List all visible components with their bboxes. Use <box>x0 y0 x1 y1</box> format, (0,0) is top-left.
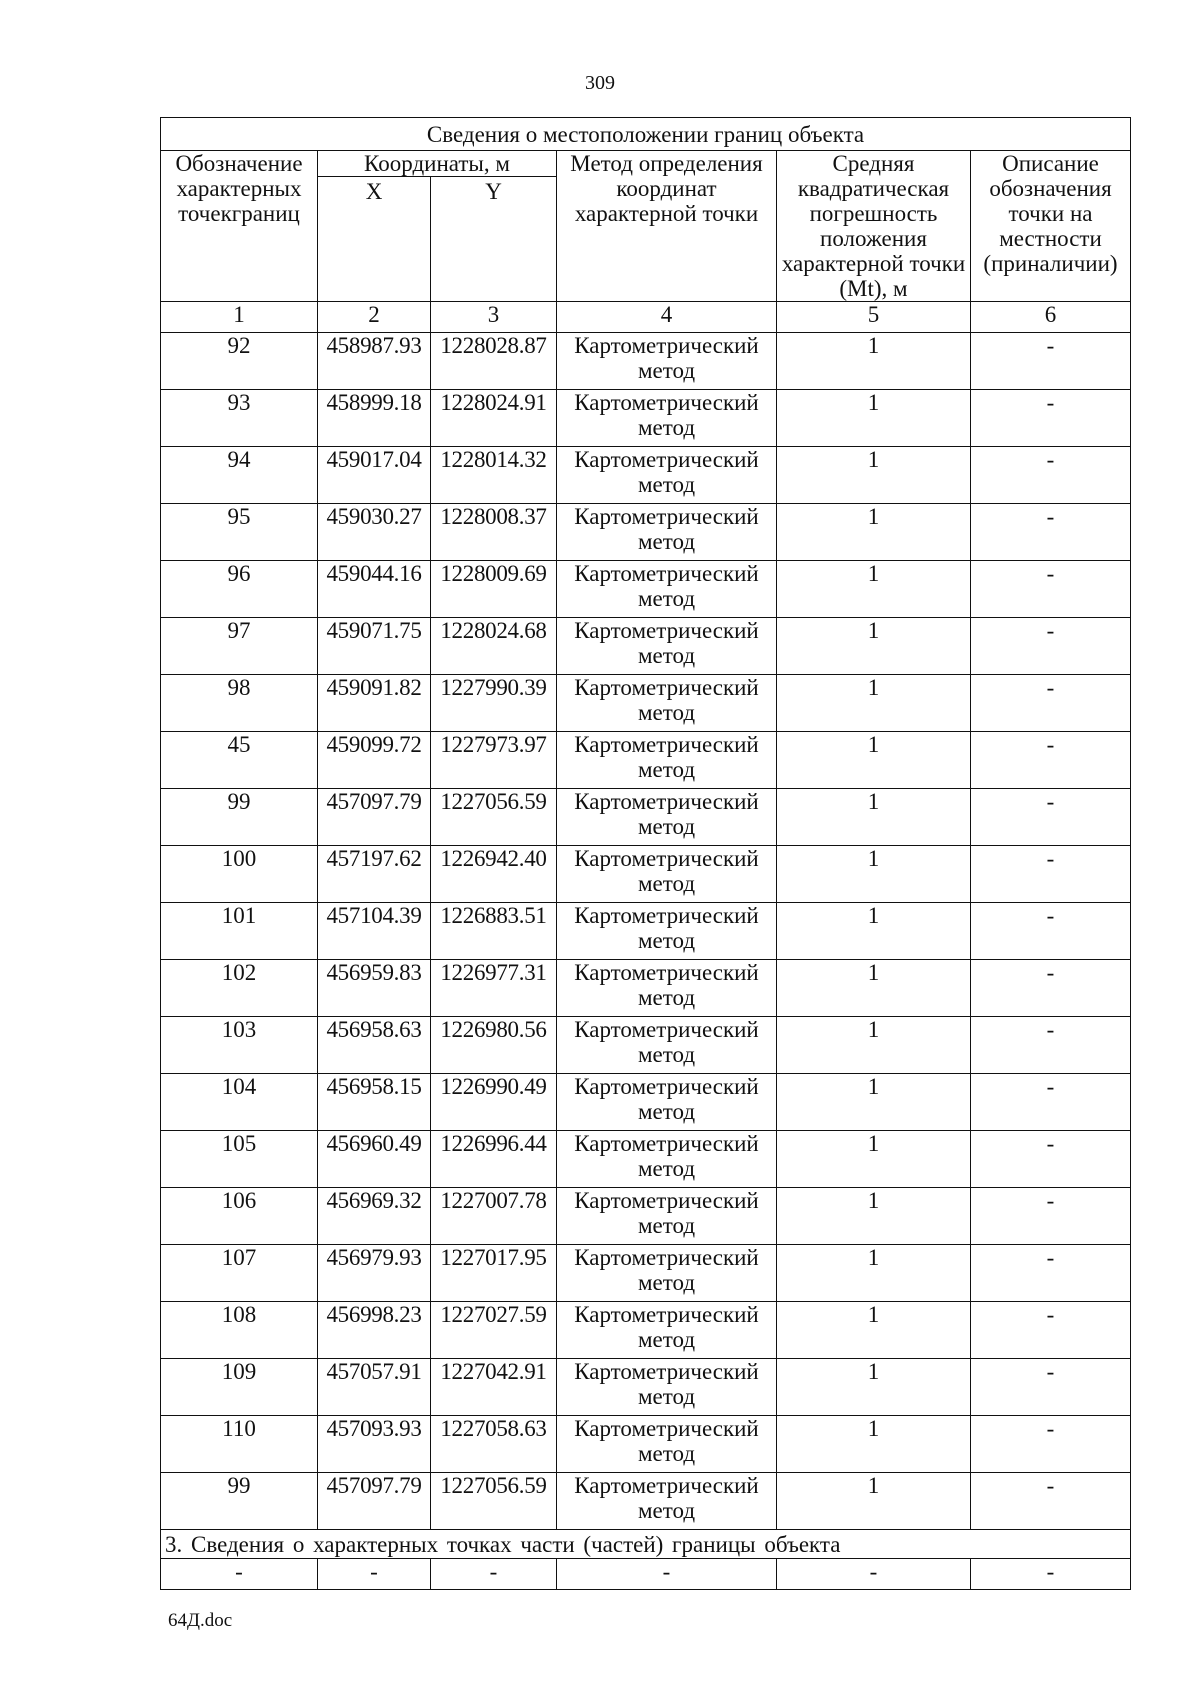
cell-x: 459044.16 <box>318 561 431 618</box>
cell-method: Картометрический метод <box>557 504 777 561</box>
cell-description: - <box>971 618 1131 675</box>
cell-description: - <box>971 1473 1131 1530</box>
cell-x: 459030.27 <box>318 504 431 561</box>
cell-method: Картометрический метод <box>557 618 777 675</box>
cell-y: 1227042.91 <box>431 1359 557 1416</box>
cell-description: - <box>971 447 1131 504</box>
cell-error: 1 <box>777 1359 971 1416</box>
cell-error: 1 <box>777 561 971 618</box>
cell-method: Картометрический метод <box>557 846 777 903</box>
table-row <box>161 1074 1131 1131</box>
cell-error: 1 <box>777 960 971 1017</box>
cell-error: 1 <box>777 390 971 447</box>
column-number: 4 <box>557 302 777 333</box>
cell-x: 457097.79 <box>318 789 431 846</box>
cell-error: 1 <box>777 1074 971 1131</box>
table-row <box>161 390 1131 447</box>
cell-y: 1226942.40 <box>431 846 557 903</box>
cell-description: - <box>971 1188 1131 1245</box>
boundary-table-container <box>160 117 1130 1590</box>
table-row <box>161 675 1131 732</box>
cell-error: 1 <box>777 618 971 675</box>
cell-y: 1228014.32 <box>431 447 557 504</box>
cell-error: 1 <box>777 732 971 789</box>
cell-method: Картометрический метод <box>557 675 777 732</box>
cell-description: - <box>971 333 1131 390</box>
table-row <box>161 960 1131 1017</box>
cell-error: 1 <box>777 333 971 390</box>
table-row <box>161 1245 1131 1302</box>
table-row <box>161 789 1131 846</box>
table-row <box>161 1416 1131 1473</box>
cell-method: Картометрический метод <box>557 1017 777 1074</box>
table-title: Сведения о местоположении границ объекта <box>161 118 1131 151</box>
table-row <box>161 846 1131 903</box>
cell-description: - <box>971 1245 1131 1302</box>
cell-description: - <box>971 903 1131 960</box>
cell-x: 457097.79 <box>318 1473 431 1530</box>
cell-description: - <box>971 675 1131 732</box>
cell-description: - <box>971 789 1131 846</box>
cell-point: 103 <box>161 1017 318 1074</box>
cell-x: 459017.04 <box>318 447 431 504</box>
section3-cell: - <box>557 1559 777 1590</box>
cell-method: Картометрический метод <box>557 1473 777 1530</box>
cell-y: 1226883.51 <box>431 903 557 960</box>
header-y: Y <box>431 177 557 302</box>
cell-y: 1226996.44 <box>431 1131 557 1188</box>
cell-method: Картометрический метод <box>557 1359 777 1416</box>
cell-method: Картометрический метод <box>557 903 777 960</box>
cell-y: 1228009.69 <box>431 561 557 618</box>
cell-method: Картометрический метод <box>557 1245 777 1302</box>
header-description: Описание обозначения точки на местности (приналичии) <box>971 151 1131 302</box>
cell-point: 95 <box>161 504 318 561</box>
section3-row <box>161 1559 1131 1590</box>
cell-description: - <box>971 1359 1131 1416</box>
cell-method: Картометрический метод <box>557 561 777 618</box>
cell-point: 109 <box>161 1359 318 1416</box>
cell-description: - <box>971 1074 1131 1131</box>
table-row <box>161 504 1131 561</box>
footer-filename: 64Д.doc <box>168 1610 233 1631</box>
cell-error: 1 <box>777 903 971 960</box>
cell-method: Картометрический метод <box>557 447 777 504</box>
cell-x: 456959.83 <box>318 960 431 1017</box>
column-number: 5 <box>777 302 971 333</box>
cell-description: - <box>971 732 1131 789</box>
cell-y: 1228028.87 <box>431 333 557 390</box>
section3-cell: - <box>971 1559 1131 1590</box>
table-row <box>161 903 1131 960</box>
cell-point: 93 <box>161 390 318 447</box>
cell-x: 457093.93 <box>318 1416 431 1473</box>
cell-y: 1226980.56 <box>431 1017 557 1074</box>
cell-point: 105 <box>161 1131 318 1188</box>
cell-method: Картометрический метод <box>557 1074 777 1131</box>
cell-error: 1 <box>777 846 971 903</box>
cell-point: 107 <box>161 1245 318 1302</box>
cell-y: 1226990.49 <box>431 1074 557 1131</box>
cell-method: Картометрический метод <box>557 1131 777 1188</box>
cell-x: 458999.18 <box>318 390 431 447</box>
header-mean-error: Средняя квадратическая погрешность положения характерной точки (Mt), м <box>777 151 971 302</box>
cell-point: 108 <box>161 1302 318 1359</box>
cell-point: 97 <box>161 618 318 675</box>
cell-error: 1 <box>777 1473 971 1530</box>
page-number: 309 <box>585 72 615 94</box>
header-coordinates: Координаты, м <box>318 151 557 177</box>
table-row <box>161 618 1131 675</box>
cell-x: 456960.49 <box>318 1131 431 1188</box>
column-number: 1 <box>161 302 318 333</box>
table-row <box>161 1359 1131 1416</box>
cell-y: 1227058.63 <box>431 1416 557 1473</box>
cell-x: 459091.82 <box>318 675 431 732</box>
cell-y: 1227056.59 <box>431 789 557 846</box>
cell-description: - <box>971 1017 1131 1074</box>
table-row <box>161 732 1131 789</box>
table-row <box>161 1302 1131 1359</box>
cell-x: 457197.62 <box>318 846 431 903</box>
table-row <box>161 561 1131 618</box>
cell-point: 99 <box>161 1473 318 1530</box>
cell-x: 456958.63 <box>318 1017 431 1074</box>
cell-description: - <box>971 1131 1131 1188</box>
cell-description: - <box>971 390 1131 447</box>
column-number: 2 <box>318 302 431 333</box>
header-point-designation: Обозначение характерных точекграниц <box>161 151 318 302</box>
cell-y: 1228024.68 <box>431 618 557 675</box>
cell-error: 1 <box>777 1416 971 1473</box>
cell-y: 1226977.31 <box>431 960 557 1017</box>
table-row <box>161 1017 1131 1074</box>
cell-method: Картометрический метод <box>557 390 777 447</box>
cell-method: Картометрический метод <box>557 789 777 846</box>
table-row <box>161 333 1131 390</box>
section3-cell: - <box>318 1559 431 1590</box>
cell-method: Картометрический метод <box>557 960 777 1017</box>
cell-y: 1228024.91 <box>431 390 557 447</box>
cell-point: 102 <box>161 960 318 1017</box>
cell-error: 1 <box>777 675 971 732</box>
header-x: X <box>318 177 431 302</box>
cell-point: 104 <box>161 1074 318 1131</box>
cell-error: 1 <box>777 1302 971 1359</box>
cell-x: 457104.39 <box>318 903 431 960</box>
cell-description: - <box>971 1416 1131 1473</box>
section3-cell: - <box>161 1559 318 1590</box>
cell-method: Картометрический метод <box>557 732 777 789</box>
cell-description: - <box>971 1302 1131 1359</box>
cell-error: 1 <box>777 504 971 561</box>
cell-point: 45 <box>161 732 318 789</box>
cell-y: 1227056.59 <box>431 1473 557 1530</box>
cell-point: 94 <box>161 447 318 504</box>
cell-method: Картометрический метод <box>557 1188 777 1245</box>
cell-y: 1227990.39 <box>431 675 557 732</box>
column-number: 3 <box>431 302 557 333</box>
cell-x: 458987.93 <box>318 333 431 390</box>
table-row <box>161 1188 1131 1245</box>
cell-description: - <box>971 960 1131 1017</box>
cell-y: 1227027.59 <box>431 1302 557 1359</box>
cell-description: - <box>971 561 1131 618</box>
column-number: 6 <box>971 302 1131 333</box>
cell-point: 100 <box>161 846 318 903</box>
cell-description: - <box>971 846 1131 903</box>
boundary-coordinates-table <box>160 117 1131 1590</box>
section3-cell: - <box>431 1559 557 1590</box>
cell-method: Картометрический метод <box>557 333 777 390</box>
cell-x: 456979.93 <box>318 1245 431 1302</box>
cell-point: 110 <box>161 1416 318 1473</box>
cell-y: 1227973.97 <box>431 732 557 789</box>
cell-y: 1227017.95 <box>431 1245 557 1302</box>
cell-error: 1 <box>777 1188 971 1245</box>
cell-y: 1228008.37 <box>431 504 557 561</box>
cell-error: 1 <box>777 447 971 504</box>
cell-error: 1 <box>777 1245 971 1302</box>
table-row <box>161 447 1131 504</box>
cell-point: 96 <box>161 561 318 618</box>
cell-x: 456969.32 <box>318 1188 431 1245</box>
cell-x: 457057.91 <box>318 1359 431 1416</box>
table-row <box>161 1131 1131 1188</box>
cell-x: 456958.15 <box>318 1074 431 1131</box>
cell-error: 1 <box>777 789 971 846</box>
cell-method: Картометрический метод <box>557 1302 777 1359</box>
cell-description: - <box>971 504 1131 561</box>
cell-point: 101 <box>161 903 318 960</box>
cell-point: 98 <box>161 675 318 732</box>
header-method: Метод определения координат характерной точки <box>557 151 777 302</box>
section3-cell: - <box>777 1559 971 1590</box>
cell-point: 106 <box>161 1188 318 1245</box>
section3-title: 3. Сведения о характерных точках части (частей) границы объекта <box>161 1530 1131 1559</box>
cell-error: 1 <box>777 1017 971 1074</box>
cell-x: 459099.72 <box>318 732 431 789</box>
table-body <box>161 333 1131 1530</box>
cell-point: 99 <box>161 789 318 846</box>
cell-x: 456998.23 <box>318 1302 431 1359</box>
cell-point: 92 <box>161 333 318 390</box>
table-row <box>161 1473 1131 1530</box>
column-number-row <box>161 302 1131 333</box>
cell-error: 1 <box>777 1131 971 1188</box>
cell-y: 1227007.78 <box>431 1188 557 1245</box>
cell-x: 459071.75 <box>318 618 431 675</box>
cell-method: Картометрический метод <box>557 1416 777 1473</box>
